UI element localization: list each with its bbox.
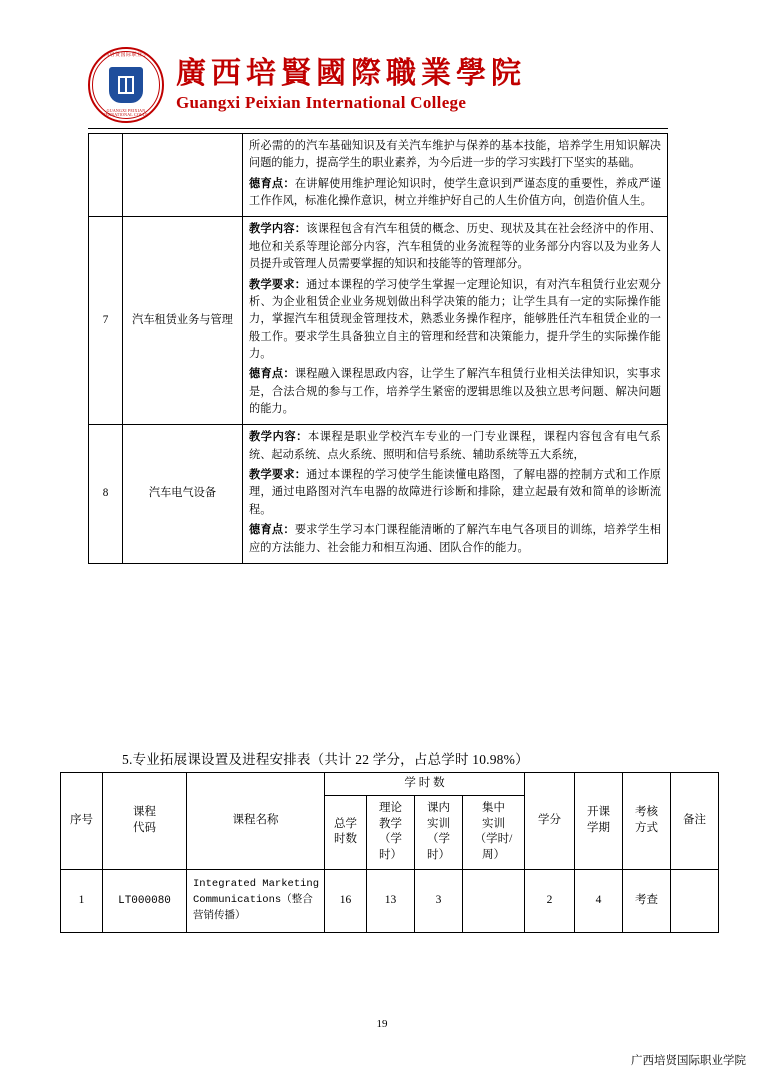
college-name-cn: 廣西培賢國際職業學院 [176, 56, 526, 90]
header-total-line2: 时数 [334, 833, 357, 846]
table-row [89, 217, 668, 425]
course-name-line1: Integrated Marketing [193, 878, 320, 891]
page-number: 19 [376, 1018, 388, 1030]
college-name-en: Guangxi Peixian International College [176, 93, 467, 113]
row-course-name: 汽车租赁业务与管理 [123, 217, 243, 425]
row-seq: 7 [89, 217, 123, 425]
row-seq: 8 [89, 425, 123, 564]
cell-course-name [187, 870, 325, 933]
logo-ring-top-text: 广西培贤国际职业学院 [98, 53, 154, 58]
header-inclass-line1: 课内 [427, 802, 450, 815]
footer-organization: 广西培贤国际职业学院 [631, 1055, 746, 1067]
moral-label: 德育点： [249, 524, 295, 537]
requirement-label: 教学要求： [249, 469, 307, 482]
logo-shield-icon [109, 67, 143, 103]
header-remark: 备注 [671, 773, 719, 870]
header-assessment-line1: 考核 [635, 806, 658, 819]
cell-term: 4 [575, 870, 623, 933]
cell-total-hours: 16 [325, 870, 367, 933]
row-description [243, 134, 668, 217]
desc-paragraph-moral [249, 522, 661, 557]
table-header-group-row [61, 773, 719, 796]
requirement-text: 通过本课程的学习使学生掌握一定理论知识，有对汽车租赁行业宏观分析、为企业租赁企业业务规划做出科学决策的能力；让学生具有一定的实际操作能力，掌握汽车租赁现金管理技术，熟悉业务操作程序，能够胜任汽车租赁企业的一般工作。要求学生具备独立自主的管理和经营和决策能力，提升学生的实际操作能力。 [249, 278, 661, 360]
content-label: 教学内容： [249, 223, 307, 236]
row-course-name: 汽车电气设备 [123, 425, 243, 564]
desc-paragraph-requirement [249, 467, 661, 519]
desc-paragraph-requirement [249, 277, 661, 364]
cell-credit: 2 [525, 870, 575, 933]
course-name-line3: 营销传播） [193, 909, 246, 922]
cell-code: LT000080 [103, 870, 187, 933]
moral-text: 在讲解使用维护理论知识时，使学生意识到严谨态度的重要性，养成严谨工作作风，标准化操作意识，树立并维护好自己的人生价值方向，创造价值人生。 [249, 177, 661, 208]
course-name-line2: Communications（整合 [193, 894, 313, 907]
row-description [243, 425, 668, 564]
header-credit: 学分 [525, 773, 575, 870]
desc-paragraph-moral [249, 366, 661, 418]
moral-text: 要求学生学习本门课程能清晰的了解汽车电气各项目的训练，培养学生相应的方法能力、社会能力和相互沟通、团队合作的能力。 [249, 524, 661, 554]
header-inclass-line2: 实训 [427, 817, 450, 830]
header-total-line1: 总学 [334, 817, 357, 830]
row-course-name [123, 134, 243, 217]
header-code-line1: 课程 [133, 806, 156, 819]
header-inclass-line3: （学 [427, 833, 450, 846]
cell-remark [671, 870, 719, 933]
header-concentrated-line2: 实训 [482, 817, 505, 830]
header-seq: 序号 [61, 773, 103, 870]
header-title-block [176, 57, 526, 114]
table-row [89, 134, 668, 217]
moral-text: 课程融入课程思政内容，让学生了解汽车租赁行业相关法律知识，实事求是，合法合规的参与工作，培养学生紧密的逻辑思维以及独立思考问题、解决问题的能力。 [249, 368, 661, 416]
course-description-table [88, 133, 668, 564]
header-term-line1: 开课 [587, 806, 610, 819]
header-theory-line4: 时） [379, 848, 402, 861]
logo-ring-bottom-text: GUANGXI PEIXIAN INTERNATIONAL COLLEGE [98, 108, 154, 117]
content-text: 该课程包含有汽车租赁的概念、历史、现状及其在社会经济中的作用、地位和关系等理论部分内容，汽车租赁的业务流程等的业务部分内容以及为业务人员提升或管理人员需要掌握的知识和技能等的管理部分。 [249, 223, 661, 271]
document-header [88, 46, 668, 124]
desc-paragraph-moral [249, 176, 661, 211]
header-course-name: 课程名称 [187, 773, 325, 870]
row-description [243, 217, 668, 425]
header-code-line2: 代码 [133, 822, 156, 834]
requirement-label: 教学要求： [249, 278, 307, 291]
header-theory-line3: （学 [379, 833, 402, 846]
header-hours-group: 学 时 数 [325, 773, 525, 796]
cell-assessment: 考查 [623, 870, 671, 933]
header-inclass-line4: 时） [427, 848, 450, 861]
section-caption: 5.专业拓展课设置及进程安排表（共计 22 学分，占总学时 10.98%） [122, 752, 529, 767]
header-term [575, 773, 623, 870]
desc-paragraph-content [249, 429, 661, 464]
header-concentrated-line1: 集中 [482, 802, 505, 815]
header-theory-hours [367, 795, 415, 869]
desc-paragraph-content [249, 221, 661, 273]
header-concentrated-hours [463, 795, 525, 869]
moral-label: 德育点： [249, 177, 295, 190]
extension-course-table [60, 772, 719, 933]
content-text: 本课程是职业学校汽车专业的一门专业课程，课程内容包含有电气系统、起动系统、点火系统、照明和信号系统、辅助系统等五大系统， [249, 431, 661, 461]
header-theory-line1: 理论 [379, 802, 402, 815]
header-assessment-line2: 方式 [635, 822, 658, 834]
moral-label: 德育点： [249, 368, 295, 381]
cell-seq: 1 [61, 870, 103, 933]
college-logo-icon [88, 47, 164, 123]
header-concentrated-line3: （学时/ [474, 833, 513, 846]
cell-concentrated-hours [463, 870, 525, 933]
header-term-line2: 学期 [587, 822, 610, 834]
header-concentrated-line4: 周） [482, 848, 505, 861]
header-theory-line2: 教学 [379, 817, 402, 830]
header-inclass-hours [415, 795, 463, 869]
content-label: 教学内容： [249, 431, 308, 444]
desc-paragraph: 所必需的的汽车基础知识及有关汽车维护与保养的基本技能，培养学生用知识解决问题的能力，提高学生的职业素养，为今后进一步的学习实践打下坚实的基础。 [249, 140, 661, 170]
header-code [103, 773, 187, 870]
table-row [61, 870, 719, 933]
requirement-text: 通过本课程的学习使学生能读懂电路图，了解电器的控制方式和工作原理，通过电路图对汽车电器的故障进行诊断和排除，建立起最有效和简单的诊断流程。 [249, 469, 661, 516]
header-total-hours [325, 795, 367, 869]
row-seq [89, 134, 123, 217]
cell-theory-hours: 13 [367, 870, 415, 933]
header-assessment [623, 773, 671, 870]
header-divider [88, 128, 668, 129]
cell-inclass-hours: 3 [415, 870, 463, 933]
table-row [89, 425, 668, 564]
